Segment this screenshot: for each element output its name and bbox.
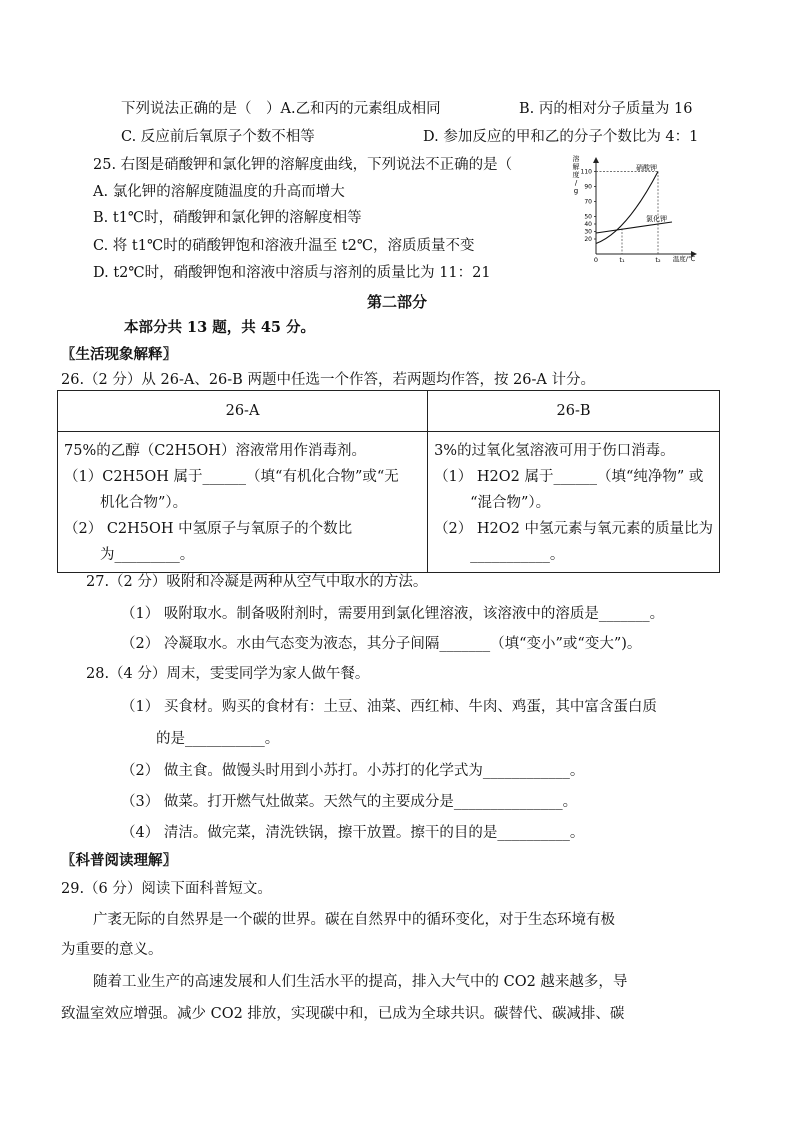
q29-para1-line2: 为重要的意义。 [61, 942, 163, 958]
chart-ytick-label: 40 [584, 221, 592, 229]
part-title: 第二部分 [366, 293, 427, 311]
q29-stem: 29.（6 分）阅读下面科普短文。 [61, 881, 272, 897]
chart-xtick-label: t₂ [655, 256, 661, 264]
q26-b-line1: 3%的过氧化氢溶液可用于伤口消毒。 [434, 443, 675, 459]
q24-option-d: D. 参加反应的甲和乙的分子个数比为 4：1 [423, 129, 699, 145]
q26-b-line5: ___________。 [470, 547, 565, 563]
q24-stem: 下列说法正确的是（ ）A.乙和丙的元素组成相同 [121, 101, 441, 117]
chart-ytick-label: 70 [584, 198, 592, 206]
q28-sub3: （3） 做菜。打开燃气灶做菜。天然气的主要成分是_______________。 [121, 794, 578, 810]
solubility-chart [566, 150, 702, 266]
q26-b-line4: （2） H2O2 中氢元素与氧元素的质量比为 [434, 521, 713, 537]
q24-option-c: C. 反应前后氧原子个数不相等 [121, 129, 315, 145]
section-title-reading: 〖科普阅读理解〗 [61, 852, 177, 869]
chart-xlabel: 温度/℃ [672, 255, 696, 263]
chart-ytick-label: 20 [584, 236, 592, 244]
q26-b-line3: “混合物”）。 [470, 495, 551, 511]
q26-a-line1: 75%的乙醇（C2H5OH）溶液常用作消毒剂。 [64, 443, 366, 459]
part-subtitle: 本部分共 13 题，共 45 分。 [124, 319, 316, 336]
chart-xtick-label: t₁ [619, 256, 625, 264]
q26-b-line2: （1） H2O2 属于______（填“纯净物” 或 [434, 469, 704, 485]
q26-a-line4: （2） C2H5OH 中氢原子与氧原子的个数比 [64, 521, 353, 537]
q29-para2-line2: 致温室效应增强。减少 CO2 排放，实现碳中和，已成为全球共识。碳替代、碳减排、碳 [61, 1006, 625, 1022]
chart-line-kcl [596, 222, 672, 233]
q25-option-d: D. t2℃时，硝酸钾饱和溶液中溶质与溶剂的质量比为 11：21 [93, 265, 491, 281]
q25-option-c: C. 将 t1℃时的硝酸钾饱和溶液升温至 t2℃，溶质质量不变 [93, 238, 475, 254]
q29-para1-line1: 广袤无际的自然界是一个碳的世界。碳在自然界中的循环变化，对于生态环境有极 [93, 912, 615, 928]
chart-ytick-label: 30 [584, 228, 592, 236]
chart-xtick-label: 0 [593, 256, 599, 264]
q26-a-line3: 机化合物”）。 [100, 495, 188, 511]
q26-a-line5: 为_________。 [100, 547, 195, 563]
chart-ytick-label: 50 [584, 213, 592, 221]
q26-stem: 26.（2 分）从 26-A、26-B 两题中任选一个作答，若两题均作答，按 26-A 计分。 [61, 372, 595, 388]
chart-series-label-kcl: 氯化钾 [646, 215, 667, 223]
chart-series-label-kno3: 硝酸钾 [636, 164, 657, 172]
chart-ytick-label: 110 [580, 168, 592, 176]
q26-a-line2: （1）C2H5OH 属于______（填“有机化合物”或“无 [64, 469, 399, 485]
q28-sub1-line1: （1） 买食材。购买的食材有：土豆、油菜、西红柿、牛肉、鸡蛋，其中富含蛋白质 [121, 699, 657, 715]
q27-sub2: （2） 冷凝取水。水由气态变为液态，其分子间隔_______（填“变小”或“变大”)。 [121, 636, 642, 652]
q28-sub1-line2: 的是___________。 [156, 731, 280, 747]
section-title-life: 〖生活现象解释〗 [61, 346, 177, 363]
q25-option-b: B. t1℃时，硝酸钾和氯化钾的溶解度相等 [93, 210, 362, 226]
q27-stem: 27.（2 分）吸附和冷凝是两种从空气中取水的方法。 [86, 574, 428, 590]
q26-a-cell [58, 432, 428, 573]
q28-sub4: （4） 清洁。做完菜，清洗铁锅，擦干放置。擦干的目的是__________。 [121, 825, 585, 841]
q27-sub1: （1） 吸附取水。制备吸附剂时，需要用到氯化锂溶液，该溶液中的溶质是_______。 [121, 606, 665, 622]
chart-ylabel: 溶解度/ g [572, 155, 580, 195]
chart-line-kno3 [596, 172, 658, 244]
q29-para2-line1: 随着工业生产的高速发展和人们生活水平的提高，排入大气中的 CO2 越来越多，导 [93, 974, 628, 990]
q28-sub2: （2） 做主食。做馒头时用到小苏打。小苏打的化学式为____________。 [121, 763, 585, 779]
q25-option-a: A. 氯化钾的溶解度随温度的升高而增大 [93, 184, 345, 200]
q26-a-header: 26-A [58, 391, 428, 432]
q24-option-b: B. 丙的相对分子质量为 16 [519, 101, 693, 117]
chart-ytick-label: 90 [584, 183, 592, 191]
q28-stem: 28.（4 分）周末，雯雯同学为家人做午餐。 [86, 666, 370, 682]
q26-choice-table [57, 390, 720, 573]
q26-b-cell [428, 432, 720, 573]
q26-b-header: 26-B [428, 391, 720, 432]
q25-stem: 25. 右图是硝酸钾和氯化钾的溶解度曲线，下列说法不正确的是（ [93, 157, 513, 173]
